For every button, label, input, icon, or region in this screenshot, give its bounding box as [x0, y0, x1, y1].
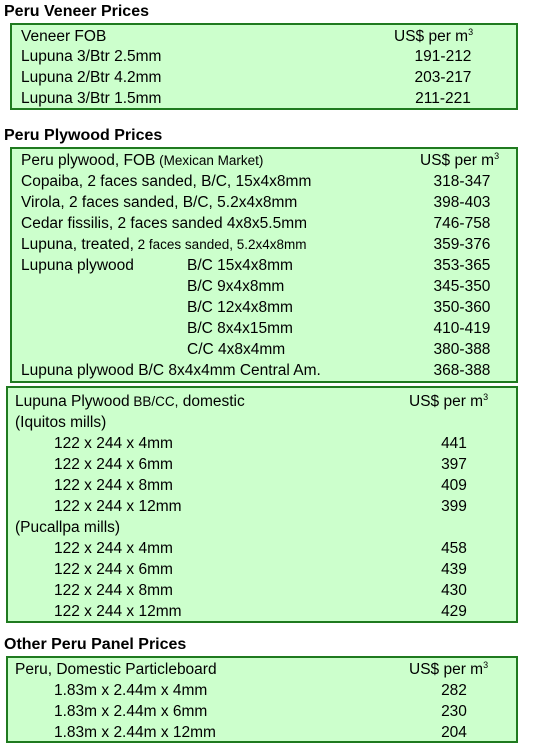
pucallpa-mills-label: (Pucallpa mills)	[15, 519, 121, 536]
lupuna-spec: C/C 4x8x4mm	[187, 341, 286, 358]
veneer-price: 211-221	[415, 90, 471, 107]
plywood-item: Lupuna, treated, 2 faces sanded, 5.2x4x8mm	[21, 236, 307, 253]
plywood-header-label: Peru plywood, FOB (Mexican Market)	[21, 152, 264, 169]
domestic-price: 399	[441, 498, 467, 515]
domestic-price: 441	[441, 435, 467, 452]
plywood-price: 398-403	[433, 194, 491, 211]
domestic-price: 458	[441, 540, 467, 557]
panel-size: 122 x 244 x 12mm	[54, 498, 182, 515]
panel-price: 282	[441, 682, 467, 699]
lupuna-spec: B/C 9x4x8mm	[187, 278, 285, 295]
panel-section-title: Other Peru Panel Prices	[4, 636, 187, 653]
veneer-item: Lupuna 2/Btr 4.2mm	[21, 69, 162, 86]
lupuna-spec: B/C 8x4x15mm	[187, 320, 293, 337]
panel-size: 1.83m x 2.44m x 6mm	[54, 703, 208, 720]
veneer-item: Lupuna 3/Btr 1.5mm	[21, 90, 162, 107]
panel-size: 1.83m x 2.44m x 12mm	[54, 724, 216, 741]
panel-size: 122 x 244 x 12mm	[54, 603, 182, 620]
panel-size: 122 x 244 x 8mm	[54, 582, 173, 599]
lupuna-spec: B/C 15x4x8mm	[187, 257, 293, 274]
domestic-price: 409	[441, 477, 467, 494]
central-america-price: 368-388	[433, 362, 491, 379]
plywood-item: Virola, 2 faces sanded, B/C, 5.2x4x8mm	[21, 194, 298, 211]
veneer-price: 191-212	[414, 48, 472, 65]
veneer-price: 203-217	[414, 69, 472, 86]
plywood-price-table	[10, 147, 518, 383]
panel-unit-label: US$ per $m^3$	[409, 659, 489, 678]
lupuna-spec: B/C 12x4x8mm	[187, 299, 293, 316]
panel-price: 204	[441, 724, 467, 741]
panel-size: 122 x 244 x 6mm	[54, 561, 173, 578]
panel-size: 122 x 244 x 4mm	[54, 540, 173, 557]
lupuna-price: 353-365	[433, 257, 491, 274]
lupuna-price: 410-419	[433, 320, 491, 337]
veneer-header-label: Veneer FOB	[21, 28, 107, 45]
plywood-section-title: Peru Plywood Prices	[4, 127, 163, 144]
domestic-price: 429	[441, 603, 467, 620]
iquitos-mills-label: (Iquitos mills)	[15, 414, 107, 431]
domestic-price: 439	[441, 561, 467, 578]
panel-size: 122 x 244 x 8mm	[54, 477, 173, 494]
domestic-price: 397	[441, 456, 467, 473]
veneer-item: Lupuna 3/Btr 2.5mm	[21, 48, 162, 65]
domestic-plywood-table	[6, 386, 518, 623]
panel-size: 122 x 244 x 6mm	[54, 456, 173, 473]
plywood-item: Cedar fissilis, 2 faces sanded 4x8x5.5mm	[21, 215, 308, 232]
panel-price-table	[6, 656, 518, 743]
veneer-unit-label: US$ per $m^3$	[394, 26, 474, 45]
plywood-price: 359-376	[433, 236, 491, 253]
plywood-item: Copaiba, 2 faces sanded, B/C, 15x4x8mm	[21, 173, 312, 190]
veneer-section-title: Peru Veneer Prices	[4, 3, 149, 20]
panel-price: 230	[441, 703, 467, 720]
domestic-header-label: Lupuna Plywood BB/CC, domestic	[15, 393, 245, 410]
lupuna-price: 345-350	[433, 278, 491, 295]
plywood-price: 746-758	[433, 215, 491, 232]
lupuna-price: 380-388	[433, 341, 491, 358]
veneer-price-table	[10, 23, 518, 110]
panel-size: 122 x 244 x 4mm	[54, 435, 173, 452]
domestic-unit-label: US$ per $m^3$	[409, 391, 489, 410]
central-america-item: Lupuna plywood B/C 8x4x4mm Central Am.	[21, 362, 321, 379]
lupuna-price: 350-360	[433, 299, 491, 316]
panel-header-label: Peru, Domestic Particleboard	[15, 661, 217, 678]
plywood-price: 318-347	[433, 173, 491, 190]
plywood-unit-label: US$ per $m^3$	[420, 150, 500, 169]
domestic-price: 430	[441, 582, 467, 599]
lupuna-plywood-label: Lupuna plywood	[21, 257, 134, 274]
panel-size: 1.83m x 2.44m x 4mm	[54, 682, 208, 699]
